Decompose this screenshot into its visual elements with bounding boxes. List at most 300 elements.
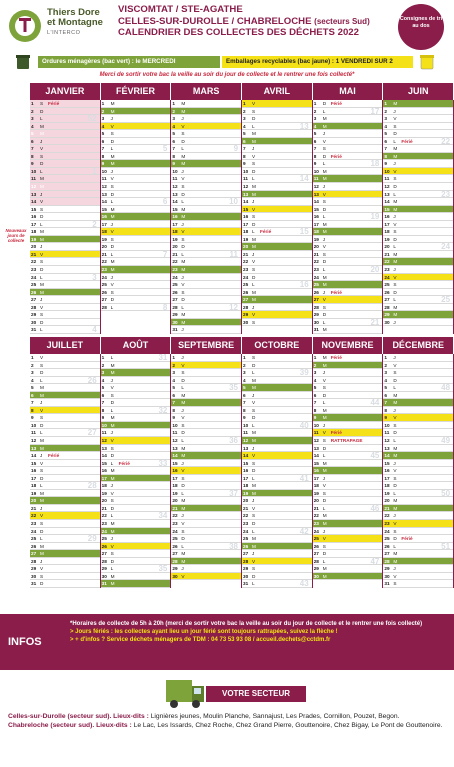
calendar-day: 27 D: [313, 550, 383, 558]
calendar-day: 29 V: [30, 565, 100, 573]
calendar-second-half: [30, 337, 454, 588]
calendar-day: 7 M: [383, 145, 453, 153]
week-number: 11: [229, 249, 239, 259]
calendar-day: 24 M: [313, 274, 383, 282]
calendar-day: 22 M: [313, 512, 383, 520]
calendar-day: 17 L 2: [30, 221, 100, 229]
calendar-day: 26 S: [313, 543, 383, 551]
calendar-day: 17 D: [30, 475, 100, 483]
calendar-day: 29 D: [313, 311, 383, 319]
calendar-first-half: [30, 83, 454, 334]
calendar-day: 10 D: [242, 168, 312, 176]
calendar-day: 27 M: [242, 296, 312, 304]
calendar-day: 2 M: [101, 362, 171, 370]
calendar-day: 15 D: [313, 206, 383, 214]
week-number: 23: [441, 189, 451, 199]
calendar-day: 10 D: [30, 422, 100, 430]
calendar-day: 25 L 29: [30, 535, 100, 543]
week-number: 52: [87, 114, 97, 124]
calendar-day: 28 M: [383, 304, 453, 312]
calendar-day: 9 M: [171, 160, 241, 168]
calendar-day: 19 V: [101, 490, 171, 498]
calendar-day: 29 J: [383, 565, 453, 573]
week-number: 17: [370, 106, 380, 116]
calendar-day: 12 J: [313, 183, 383, 191]
infos-text: *Horaires de collecte de 5h à 20h (merci de sortir votre bac la veille au soir du jour de collecte et le rentrer une fois collecté) > Jours fériés : les collectes ayant lieu un jour férié sont toujours rattrapées, suivez la flèche ! > + d'infos ? Service déchets ménagers de TDM : 04 73 53 93 08 / accueil.dechets@cctdm.fr: [70, 621, 423, 644]
calendar-day: 16 V: [383, 467, 453, 475]
week-number: 43: [299, 579, 309, 589]
calendar-day: 25 M: [30, 281, 100, 289]
calendar-day: 16 L 19: [313, 213, 383, 221]
calendar-day: 7 L 44: [313, 399, 383, 407]
calendar-day: 14 M: [171, 452, 241, 460]
calendar-day: 11 S: [383, 175, 453, 183]
calendar-day: 4 J: [101, 377, 171, 385]
calendar-day: 19 M: [242, 490, 312, 498]
calendar-day: 9 V: [171, 414, 241, 422]
calendar-day: 31 M: [313, 326, 383, 334]
calendar-day: 7 J: [30, 399, 100, 407]
calendar-day: 29 S: [30, 311, 100, 319]
calendar-day: 2 D: [242, 362, 312, 370]
infos-panel: [0, 614, 454, 670]
calendar-day: 1 L 31: [101, 354, 171, 362]
calendar-day: 31 L 43: [242, 580, 312, 588]
week-number: 29: [87, 534, 97, 544]
calendar-day: 27 M: [30, 550, 100, 558]
calendar-day: 30 L 21: [313, 319, 383, 327]
week-number: 49: [441, 436, 451, 446]
calendar-day: 12 M: [30, 183, 100, 191]
page-title: VISCOMTAT / STE-AGATHE CELLES-SUR-DUROLLE / CHABRELOCHE (secteurs Sud) CALENDRIER DES COLLECTES DES DÉCHETS 2022: [118, 4, 370, 38]
calendar-day: 12 V: [101, 437, 171, 445]
calendar-day: 19 J: [313, 236, 383, 244]
calendar-day: 9 S: [242, 160, 312, 168]
calendar-day: 1 J: [171, 354, 241, 362]
calendar-day: 7 M: [171, 399, 241, 407]
calendar-day: 26 D: [383, 289, 453, 297]
calendar-day: 2 M: [171, 108, 241, 116]
calendar-day: 25 V: [101, 281, 171, 289]
calendar-day: 28 M: [171, 558, 241, 566]
calendar-day: 21 V: [242, 505, 312, 513]
month-column: [383, 100, 454, 334]
calendar-day: 15 J: [171, 460, 241, 468]
calendar-day: 16 S: [30, 467, 100, 475]
week-number: 20: [370, 265, 380, 275]
calendar-day: 15 M: [383, 206, 453, 214]
calendar-day: 18 D: [171, 482, 241, 490]
garbage-truck-icon: [164, 674, 208, 712]
calendar-day: 24 L 3: [30, 274, 100, 282]
calendar-day: 28 V: [242, 558, 312, 566]
calendar-day: 23 S: [242, 266, 312, 274]
calendar-day: 7 D: [101, 399, 171, 407]
calendar-day: 13 D: [171, 191, 241, 199]
calendar-day: 12 S: [171, 183, 241, 191]
week-number: 42: [299, 526, 309, 536]
calendar-day: 23 M: [313, 520, 383, 528]
calendar-day: 5 M: [242, 384, 312, 392]
calendar-day: 10 L 40: [242, 422, 312, 430]
week-number: 14: [299, 174, 309, 184]
week-number: 34: [158, 511, 168, 521]
calendar-day: 31 D: [30, 580, 100, 588]
calendar-day: 6 D: [171, 138, 241, 146]
week-number: 19: [370, 212, 380, 222]
calendar-day: 21 V: [30, 251, 100, 259]
calendar-day: 10 L 1: [30, 168, 100, 176]
month-column: [30, 354, 101, 588]
calendar-day: 21 J: [242, 251, 312, 259]
calendar-day: 23 M: [171, 266, 241, 274]
calendar-day: 28 L 8: [101, 304, 171, 312]
calendar-day: 21 L 7: [101, 251, 171, 259]
calendar-day: 22 D: [313, 258, 383, 266]
calendar-day: 22 J: [383, 512, 453, 520]
week-number: 28: [87, 481, 97, 491]
calendar-day: 2 S: [30, 362, 100, 370]
calendar-day: 14 J: [242, 198, 312, 206]
calendar-day: 13 V: [313, 191, 383, 199]
calendar-day: 11 J: [101, 429, 171, 437]
calendar-day: 13 S: [101, 445, 171, 453]
collection-notice: Merci de sortir votre bac la veille au soir du jour de collecte et le rentrer une fois collecté*: [99, 72, 355, 78]
month-header: DÉCEMBRE: [383, 337, 454, 354]
calendar-day: 17 J: [101, 221, 171, 229]
calendar-day: 9 D: [30, 160, 100, 168]
calendar-day: 3 D: [242, 115, 312, 123]
calendar-day: 1 M: [171, 100, 241, 108]
calendar-day: 23 M: [101, 520, 171, 528]
calendar-day: 12 M: [242, 437, 312, 445]
calendar-day: 7 S: [313, 145, 383, 153]
month-header: AOÛT: [101, 337, 172, 354]
calendar-day: 26 S: [171, 289, 241, 297]
calendar-day: 25 V: [171, 281, 241, 289]
calendar-day: 8 V: [30, 407, 100, 415]
calendar-day: 26 S: [101, 289, 171, 297]
month-header: JANVIER: [30, 83, 101, 100]
calendar-day: 27 M: [171, 550, 241, 558]
calendar-day: 2 J: [383, 108, 453, 116]
calendar-day: 19 M: [30, 236, 100, 244]
calendar-day: 6 L Férié 22: [383, 138, 453, 146]
calendar-day: 5 L 48: [383, 384, 453, 392]
calendar-day: 11 M: [242, 429, 312, 437]
calendar-day: 4 M: [313, 123, 383, 131]
calendar-day: 27 J: [30, 296, 100, 304]
calendar-day: 21 S: [313, 251, 383, 259]
week-number: 38: [229, 541, 239, 551]
calendar-day: 11 V: [101, 175, 171, 183]
week-number: 15: [299, 227, 309, 237]
calendar-day: 25 M: [313, 281, 383, 289]
week-number: 32: [158, 405, 168, 415]
calendar-day: 6 S: [101, 392, 171, 400]
week-number: 48: [441, 383, 451, 393]
calendar-day: 9 S: [30, 414, 100, 422]
calendar-day: 18 V: [171, 228, 241, 236]
calendar-day: 16 D: [30, 213, 100, 221]
month-column: [171, 100, 242, 334]
calendar-day: 27 D: [101, 296, 171, 304]
calendar-day: 19 S: [313, 490, 383, 498]
calendar-day: 9 M: [313, 414, 383, 422]
calendar-day: 8 S: [30, 153, 100, 161]
calendar-day: 28 M: [383, 558, 453, 566]
calendar-day: 21 D: [101, 505, 171, 513]
calendar-day: 6 M: [383, 392, 453, 400]
calendar-day: 25 V: [313, 535, 383, 543]
month-header: SEPTEMBRE: [171, 337, 242, 354]
calendar-day: 29 M: [383, 311, 453, 319]
calendar-day: 13 M: [383, 445, 453, 453]
week-number: 39: [299, 368, 309, 378]
calendar-day: 13 M: [242, 191, 312, 199]
calendar-day: 8 V: [242, 153, 312, 161]
calendar-day: 1 M: [101, 100, 171, 108]
calendar-day: 4 V: [101, 123, 171, 131]
calendar-day: 30 M: [101, 573, 171, 581]
calendar-day: 1 S: [242, 354, 312, 362]
calendar-day: 4 L 26: [30, 377, 100, 385]
month-column: [242, 100, 313, 334]
week-number: 1: [92, 166, 97, 176]
calendar-day: 26 J Férié: [313, 289, 383, 297]
month-column: [242, 354, 313, 588]
calendar-day: 17 V: [383, 221, 453, 229]
calendar-day: 10 J: [313, 422, 383, 430]
calendar-day: 3 V: [383, 115, 453, 123]
calendar-day: 2 S: [242, 108, 312, 116]
calendar-day: 19 S: [171, 236, 241, 244]
calendar-day: 20 D: [101, 243, 171, 251]
month-header: AVRIL: [242, 83, 313, 100]
calendar-day: 31 L 4: [30, 326, 100, 334]
calendar-day: 18 J: [101, 482, 171, 490]
calendar-day: 12 L 49: [383, 437, 453, 445]
calendar-day: 15 M: [171, 206, 241, 214]
calendar-day: 10 V: [383, 168, 453, 176]
calendar-day: 18 V: [313, 482, 383, 490]
calendar-day: 16 V: [171, 467, 241, 475]
calendar-day: 4 M: [242, 377, 312, 385]
infos-label: INFOS: [8, 636, 42, 648]
calendar-day: 24 J: [171, 274, 241, 282]
calendar-day: 10 M: [101, 422, 171, 430]
calendar-day: 30 D: [242, 573, 312, 581]
calendar-day: 15 V: [242, 206, 312, 214]
calendar-day: 5 D: [383, 130, 453, 138]
calendar-day: 29 S: [242, 565, 312, 573]
calendar-day: 31 J: [171, 326, 241, 334]
calendar-day: 21 J: [30, 505, 100, 513]
week-number: 50: [441, 488, 451, 498]
week-number: 35: [229, 383, 239, 393]
calendar-day: 7 J: [242, 145, 312, 153]
yellow-bin-schedule: Emballages recyclables (bac jaune) : 1 VENDREDI SUR 2: [222, 56, 413, 68]
calendar-day: 25 D Férié: [383, 535, 453, 543]
calendar-day: 20 D: [313, 497, 383, 505]
calendar-day: 21 M: [383, 251, 453, 259]
week-number: 45: [370, 451, 380, 461]
calendar-day: 16 J: [383, 213, 453, 221]
calendar-day: 18 M: [242, 482, 312, 490]
calendar-day: 1 D Férié: [313, 100, 383, 108]
calendar-day: 13 L 23: [383, 191, 453, 199]
calendar-day: 29 M: [171, 311, 241, 319]
calendar-day: 18 L 28: [30, 482, 100, 490]
sorting-instructions-badge: Consignes de tri au dos: [398, 4, 444, 50]
calendar-day: 22 J: [171, 512, 241, 520]
calendar-day: 1 V: [242, 100, 312, 108]
week-number: 46: [370, 503, 380, 513]
calendar-day: 19 L 37: [171, 490, 241, 498]
calendar-day: 18 L Férié 15: [242, 228, 312, 236]
collection-legend: [0, 54, 454, 70]
week-number: 31: [158, 353, 168, 362]
calendar-day: 28 S: [313, 304, 383, 312]
week-number: 44: [370, 398, 380, 408]
week-number: 40: [299, 420, 309, 430]
calendar-day: 31 M: [101, 580, 171, 588]
calendar-day: 2 V: [171, 362, 241, 370]
calendar-day: 24 J: [313, 528, 383, 536]
calendar-day: 14 L 6: [101, 198, 171, 206]
calendar-day: 5 M: [30, 384, 100, 392]
calendar-day: 27 J: [242, 550, 312, 558]
calendar-day: 10 J: [101, 168, 171, 176]
calendar-day: 26 M: [242, 543, 312, 551]
calendar-day: 2 M: [101, 108, 171, 116]
calendar-day: 20 M: [242, 243, 312, 251]
calendar-day: 23 D: [30, 266, 100, 274]
calendar-day: 7 M: [383, 399, 453, 407]
calendar-day: 28 J: [242, 304, 312, 312]
calendar-day: 10 J: [171, 168, 241, 176]
week-number: 47: [370, 556, 380, 566]
calendar-day: 5 M: [242, 130, 312, 138]
calendar-day: 5 M: [30, 130, 100, 138]
week-number: 36: [229, 436, 239, 446]
calendar-day: 8 M: [171, 153, 241, 161]
month-header: JUILLET: [30, 337, 101, 354]
calendar-day: 28 V: [30, 304, 100, 312]
week-number: 6: [162, 197, 168, 207]
calendar-day: 29 M: [313, 565, 383, 573]
calendar-day: 14 S: [313, 198, 383, 206]
calendar-day: 24 D: [242, 274, 312, 282]
week-number: 16: [299, 280, 309, 290]
calendar-day: 27 V: [313, 296, 383, 304]
calendar-day: 5 S: [313, 384, 383, 392]
week-number: 12: [229, 302, 239, 312]
week-number: 33: [158, 458, 168, 468]
calendar-day: 21 L 46: [313, 505, 383, 513]
calendar-day: 19 L 50: [383, 490, 453, 498]
calendar-day: 8 M: [313, 407, 383, 415]
calendar-day: 23 V: [383, 520, 453, 528]
calendar-day: 13 D: [313, 445, 383, 453]
calendar-day: 5 S: [171, 130, 241, 138]
calendar-day: 8 D Férié: [313, 153, 383, 161]
calendar-day: 6 D: [101, 138, 171, 146]
calendar-day: 20 M: [383, 497, 453, 505]
week-number: 13: [299, 121, 309, 131]
week-number: 8: [162, 302, 168, 312]
calendar-day: 18 M: [30, 228, 100, 236]
calendar-day: 17 S: [383, 475, 453, 483]
calendar-day: 11 V Férié: [313, 429, 383, 437]
calendar-day: 28 J: [30, 558, 100, 566]
week-number: 27: [87, 428, 97, 438]
calendar-day: 16 M: [101, 213, 171, 221]
week-number: 41: [299, 473, 309, 483]
calendar-day: 17 L 41: [242, 475, 312, 483]
calendar-day: 1 S Férié: [30, 100, 100, 108]
calendar-day: 11 D: [383, 429, 453, 437]
week-number: 7: [162, 249, 168, 259]
calendar-day: 26 V: [101, 543, 171, 551]
calendar-day: 22 L 34: [101, 512, 171, 520]
calendar-day: 6 J: [30, 138, 100, 146]
calendar-day: 18 D: [383, 482, 453, 490]
calendar-day: 1 M Férié: [313, 354, 383, 362]
month-header: MAI: [313, 83, 384, 100]
calendar-day: 14 L 10: [171, 198, 241, 206]
calendar-day: 26 L 38: [171, 543, 241, 551]
calendar-day: 28 L 47: [313, 558, 383, 566]
calendar-day: 27 M: [383, 550, 453, 558]
calendar-day: 5 L 35: [171, 384, 241, 392]
calendar-day: 7 V: [30, 145, 100, 153]
calendar-day: 19 S: [101, 236, 171, 244]
calendar-day: 9 L 18: [313, 160, 383, 168]
calendar-day: 30 V: [171, 573, 241, 581]
calendar-day: 22 V: [242, 258, 312, 266]
calendar-day: 7 L 9: [171, 145, 241, 153]
calendar-day: 15 S: [242, 460, 312, 468]
calendar-day: 15 S: [30, 206, 100, 214]
calendar-day: 15 L Férié 33: [101, 460, 171, 468]
calendar-day: 18 V: [101, 228, 171, 236]
calendar-day: 21 L 11: [171, 251, 241, 259]
month-header: OCTOBRE: [242, 337, 313, 354]
week-number: 35: [158, 564, 168, 574]
calendar-day: 22 M: [383, 258, 453, 266]
calendar-day: 18 M: [313, 228, 383, 236]
calendar-day: 11 L 27: [30, 429, 100, 437]
calendar-day: 30 V: [383, 573, 453, 581]
calendar-day: 24 L 42: [242, 528, 312, 536]
calendar-day: 27 D: [171, 296, 241, 304]
calendar-day: 12 M: [30, 437, 100, 445]
calendar-day: 5 S: [101, 130, 171, 138]
calendar-day: 15 J: [383, 460, 453, 468]
calendar-day: 25 L 16: [242, 281, 312, 289]
month-column: [383, 354, 454, 588]
week-number: 37: [229, 488, 239, 498]
week-number: 3: [92, 272, 97, 282]
calendar-day: 13 M: [171, 445, 241, 453]
calendar-day: 10 S: [171, 422, 241, 430]
calendar-day: 4 L 13: [242, 123, 312, 131]
calendar-day: 11 M: [313, 175, 383, 183]
calendar-day: 4 V: [171, 123, 241, 131]
calendar-day: 2 L 17: [313, 108, 383, 116]
month-column: [313, 100, 384, 334]
